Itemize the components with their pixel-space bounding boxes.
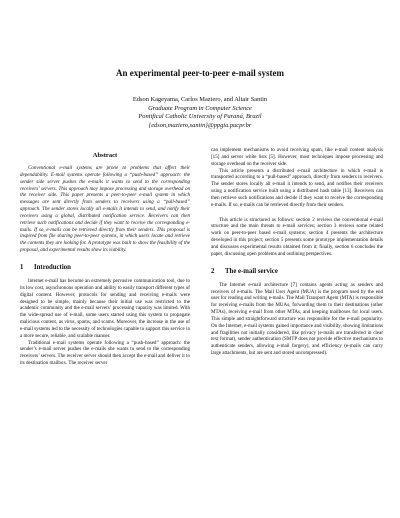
intro-paragraph-2: Traditional e-mail systems operate following a “push-based” approach: the sender’s e-mail server pushes the e-mails she wants to send to the corresponding receivers’ servers. The receiver server should then accept the e-mail and deliver it to its destination mailbox. The receiver server	[20, 339, 190, 367]
intro-paragraph-3: This article presents a distributed e-mail architecture in which e-mail is transported according to a “pull-based” approach, directly from senders to receivers. The sender stores locally all e-mail it intends to send, and notifies their receivers using a notification service built using a distributed hash table [13]. Receivers can then retrieve such notifications and decide if they want to receive the corresponding e-mails. If so, e-mails can be retrieved directly from their senders.	[211, 167, 383, 208]
section-number: 1	[20, 263, 24, 271]
section-heading-email-service	[211, 268, 383, 276]
email-service-paragraph-1: The Internet e-mail architecture [7] contains agents acting as senders and receivers of e-mails. The Mail User Agent (MUA) is the program used by the end user for reading and writing e-mails. The Mail Transport Agent (MTA) is responsible for receiving e-mails from the MUAs, forwarding them to their destinations (other MTAs), receiving e-mail from other MTAs, and keeping mailboxes for local users. This simple and straightforward structure was responsible for the e-mail popularity. On the Internet, e-mail systems gained importance and visibility, showing limitations and fragilities not initially considered, like privacy (e-mails are transferred in clear text format), sender authentication (SMTP does not provide effective mechanisms to authenticate senders, allowing e-mail forgery), and efficiency (e-mails can carry large attachments, but are sent and stored uncompressed).	[211, 281, 383, 357]
affiliation-university: Pontifical Catholic University of Paraná, Brazil	[138, 113, 262, 121]
paragraph-gap	[211, 209, 383, 217]
author-names: Edson Kageyama, Carlos Maziero, and Altair Santin	[132, 96, 268, 103]
section-title: The e-mail service	[225, 267, 278, 275]
intro-paragraph-continued: can implement mechanisms to avoid receiving spam, like e-mail content analysis [15] and server white lists [5]. However, most techniques impose processing and storage overhead on the receiver side.	[211, 147, 383, 167]
section-heading-introduction	[20, 264, 190, 272]
intro-paragraph-1: Internet e-mail has become an extremely pervasive communication tool, due to its low cost, asynchronous operation and ability to easily transport different types of digital content. However, protocols for sending and receiving e-mails were designed to be simple, mainly because their initial use was restricted to the academic community and the e-mail servers’ processing capacity was limited. With the wide-spread use of e-mail, some users started using this system to propagate malicious content, as virus, spams, and scams. Moreover, the increase in the use of e-mail systems led to the necessity of technologies capable to support this service in a more secure, reliable, and scalable manner.	[20, 277, 190, 339]
section-number: 2	[211, 267, 215, 275]
author-emails: {edson,maziero,santin}@ppgia.pucpr.br	[148, 121, 252, 129]
abstract-text: Conventional e-mail systems are prone to problems that affect their dependability. E-mail systems operate following a “push-based” approach: the sender side server pushes the e-mails it wants to send to the corresponding receivers’ servers. This approach may impose processing and storage overhead on the receiver side. This paper presents a peer-to-peer e-mail system in which messages are sent directly from senders to receivers using a “pull-based” approach. The sender stores locally all e-mails it intends to send, and notify their receivers using a global, distributed notification service. Receivers can then retrieve such notifications and decide if they want to receive the corresponding e-mails. If so, e-mails can be retrieved directly from their senders. This proposal is inspired from file sharing peer-to-peer systems, in which users locate and retrieve the contents they are looking for. A prototype was built to show the feasibility of the proposal, and experimental results show its viability.	[20, 165, 190, 254]
abstract-heading: Abstract	[92, 152, 118, 159]
section-title: Introduction	[34, 263, 71, 271]
affiliation-program: Graduate Program in Computer Science	[148, 104, 252, 112]
paper-title: An experimental peer-to-peer e-mail system	[116, 68, 284, 78]
intro-paragraph-4: This article is structured as follows: section 2 reviews the conventional e-mail structure and the main threats to e-mail services; section 3 reviews some related work on peer-to-peer based e-mail systems; section 4 presents the architecture developed in this project; section 5 presents some prototype implementation details and discusses experimental results obtained from it; finally, section 6 concludes the paper, discussing open problems and outlining perspectives.	[211, 216, 383, 257]
left-column	[20, 147, 190, 367]
right-column	[211, 147, 383, 357]
author-block	[0, 96, 400, 130]
